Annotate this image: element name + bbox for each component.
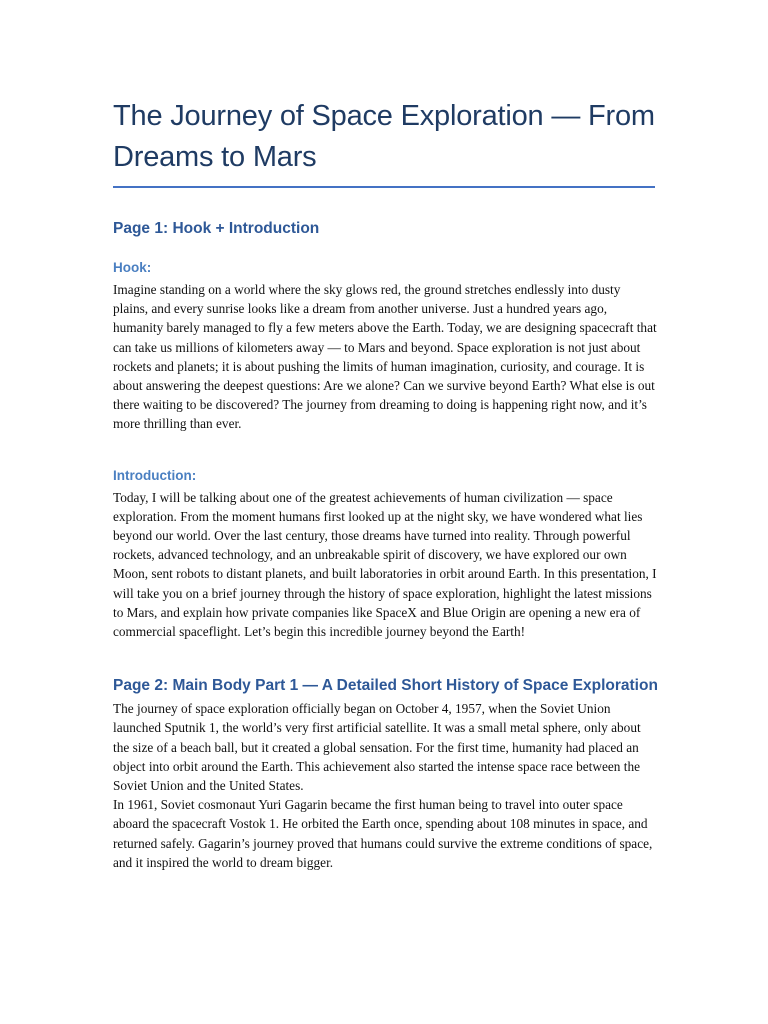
document-title: The Journey of Space Exploration — From Dreams to Mars [113,100,655,173]
hook-heading: Hook: [113,260,152,275]
page2-heading: Page 2: Main Body Part 1 — A Detailed Short History of Space Exploration [113,677,658,695]
hook-paragraph: Imagine standing on a world where the sky glows red, the ground stretches endlessly into dusty plains, and every sunrise looks like a dream from another universe. Just a hundred years ago, humanity barely managed to fly a few meters above the Earth. Today, we are designing spacecraft that can take us millions of kilometers away — to Mars and beyond. Space exploration is not just about rockets and planets; it is about pushing the limits of human imagination, curiosity, and courage. It is about answering the deepest questions: Are we alone? Can we survive beyond Earth? What else is out there waiting to be discovered? The journey from dreaming to doing is happening right now, and it’s more thrilling than ever. [113,282,657,432]
introduction-heading: Introduction: [113,467,197,483]
history-paragraph-1: The journey of space exploration officially began on October 4, 1957, when the Soviet Union launched Sputnik 1, the world’s very first artificial satellite. It was a small metal sphere, only about the size of a beach ball, but it created a global sensation. For the first time, humanity had placed an object into orbit around the Earth. This achievement also started the intense space race between the Soviet Union and the United States. [113,701,641,794]
title-divider [113,186,655,188]
document-page [113,0,658,872]
page1-heading: Page 1: Hook + Introduction [113,220,320,237]
introduction-paragraph: Today, I will be talking about one of the greatest achievements of human civilization — space exploration. From the moment humans first looked up at the night sky, we have wondered what lies beyond our world. Over the last century, those dreams have turned into reality. Through powerful rockets, advanced technology, and an unbreakable spirit of discovery, we have explored our own Moon, sent robots to distant planets, and built laboratories in orbit around Earth. In this presentation, I will take you on a brief journey through the history of space exploration, highlight the latest missions to Mars, and explain how private companies like SpaceX and Blue Origin are opening a new era of commercial spaceflight. Let’s begin this incredible journey beyond the Earth! [113,489,657,640]
history-paragraph-2: In 1961, Soviet cosmonaut Yuri Gagarin became the first human being to travel into outer space aboard the spacecraft Vostok 1. He orbited the Earth once, spending about 108 minutes in space, and returned safely. Gagarin’s journey proved that humans could survive the extreme conditions of space, and it inspired the world to dream bigger. [113,797,653,870]
